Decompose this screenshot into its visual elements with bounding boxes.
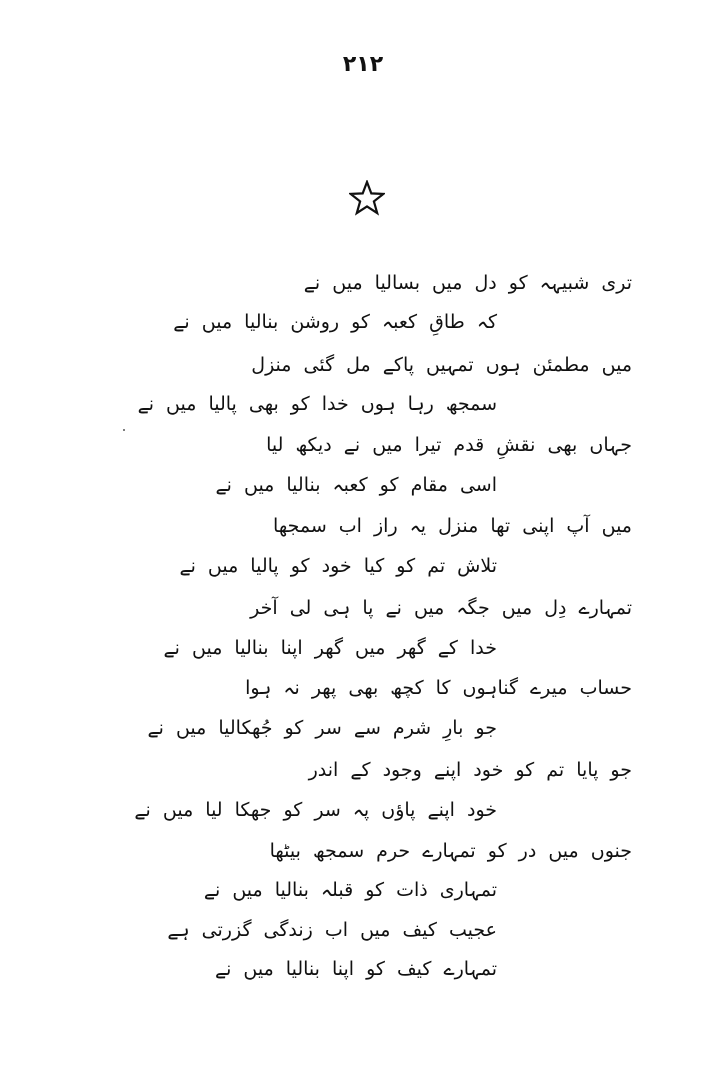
poem-line: میں آپ اپنی تھا منزل یہ راز اب سمجھا	[273, 515, 632, 537]
poem-line: سمجھ رہا ہوں خدا کو بھی پالیا میں نے	[137, 393, 497, 415]
poem-line: میں مطمئن ہوں تمہیں پاکے مل گئی منزل	[251, 354, 632, 376]
poem-line: تلاش تم کو کیا خود کو پالیا میں نے	[179, 555, 497, 577]
poem-line: جو پایا تم کو خود اپنے وجود کے اندر	[308, 759, 632, 781]
poem-line: جہاں بھی نقشِ قدم تیرا میں نے دیکھ لیا	[266, 434, 632, 456]
poem-line: جو بارِ شرم سے سر کو جُھکالیا میں نے	[147, 717, 497, 739]
poem-line: خدا کے گھر میں گھر اپنا بنالیا میں نے	[163, 637, 497, 659]
poem-line: تمہاری ذات کو قبلہ بنالیا میں نے	[203, 879, 497, 901]
poem-line: اسی مقام کو کعبہ بنالیا میں نے	[215, 474, 497, 496]
poem-line: تمہارے دِل میں جگہ میں نے پا ہی لی آخر	[250, 597, 632, 619]
poem-line: خود اپنے پاؤں پہ سر کو جھکا لیا میں نے	[134, 799, 497, 821]
star-icon	[349, 180, 385, 216]
poem-line: تمہارے کیف کو اپنا بنالیا میں نے	[214, 958, 497, 980]
poem-line: تری شبیہہ کو دل میں بسالیا میں نے	[303, 272, 632, 294]
page-speck	[123, 429, 125, 431]
poem-line: کہ طاقِ کعبہ کو روشن بنالیا میں نے	[173, 311, 497, 333]
poem-line: عجیب کیف میں اب زندگی گزرتی ہے	[167, 919, 497, 941]
page-number: ۲۱۲	[342, 52, 384, 77]
poem-line: حساب میرے گناہوں کا کچھ بھی پھر نہ ہوا	[245, 677, 632, 699]
poem-line: جنوں میں در کو تمہارے حرم سمجھ بیٹھا	[269, 840, 632, 862]
